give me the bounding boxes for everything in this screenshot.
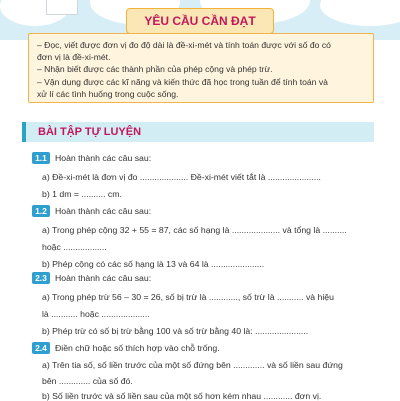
exercise-line: hoặc .................. (42, 242, 107, 252)
exercise-heading (32, 152, 151, 164)
exercise-title: Hoàn thành các câu sau: (55, 153, 152, 163)
exercise-line: a) Trên tia số, số liền trước của một số đứng bên ............. và số liền sau đứng (42, 360, 343, 370)
requirement-line: – Nhận biết được các thành phần của phép cộng và phép trừ. (37, 64, 273, 75)
exercise-title: Hoàn thành các câu sau: (55, 206, 152, 216)
exercise-heading (32, 205, 151, 217)
exercise-title: Hoàn thành các câu sau: (55, 273, 152, 283)
exercise-line: a) Trong phép cộng 32 + 55 = 87, các số hạng là .................... và tổng là .......... (42, 225, 347, 235)
requirement-line: – Vận dụng được các kĩ năng và kiến thức đã học trong tuần để tính toán và (37, 76, 328, 87)
section-title: BÀI TẬP TỰ LUYỆN (22, 122, 374, 142)
exercise-heading (32, 342, 220, 354)
requirements-box (28, 33, 374, 103)
exercise-line: b) Phép cộng có các số hạng là 13 và 64 là ...................... (42, 259, 265, 269)
exercise-heading (32, 272, 151, 284)
requirement-line: – Đọc, viết được đơn vị đo độ dài là đề-xi-mét và tính toán được với số đo có (37, 40, 331, 50)
exercise-line: b) Số liền trước và số liền sau của một số hơn kém nhau ............ đơn vị. (42, 391, 322, 401)
exercise-title: Điền chữ hoặc số thích hợp vào chỗ trống. (55, 343, 220, 353)
exercise-line: a) Đề-xi-mét là đơn vị đo .................... Đề-xi-mét viết tắt là ...................... (42, 172, 321, 182)
top-page-tab (46, 0, 78, 15)
exercise-number-badge: 2.3 (32, 272, 50, 284)
exercise-number-badge: 2.4 (32, 342, 50, 354)
exercise-number-badge: 1.2 (32, 205, 50, 217)
exercise-line: b) 1 dm = .......... cm. (42, 189, 122, 199)
requirement-line: xử lí các tình huống trong cuộc sống. (37, 88, 179, 99)
exercise-line: bên ............. của số đó. (42, 376, 133, 386)
exercise-number-badge: 1.1 (32, 152, 50, 164)
exercise-line: a) Trong phép trừ 56 – 30 = 26, số bị trừ là ............, số trừ là ........... và hiệu (42, 292, 334, 302)
exercise-line: b) Phép trừ có số bị trừ bằng 100 và số trừ bằng 40 là: ...................... (42, 326, 309, 336)
requirements-title: YÊU CẦU CẦN ĐẠT (126, 8, 274, 34)
exercise-line: là ........... hoặc .................... (42, 309, 150, 319)
requirement-line: đơn vị là đề-xi-mét. (37, 52, 111, 63)
